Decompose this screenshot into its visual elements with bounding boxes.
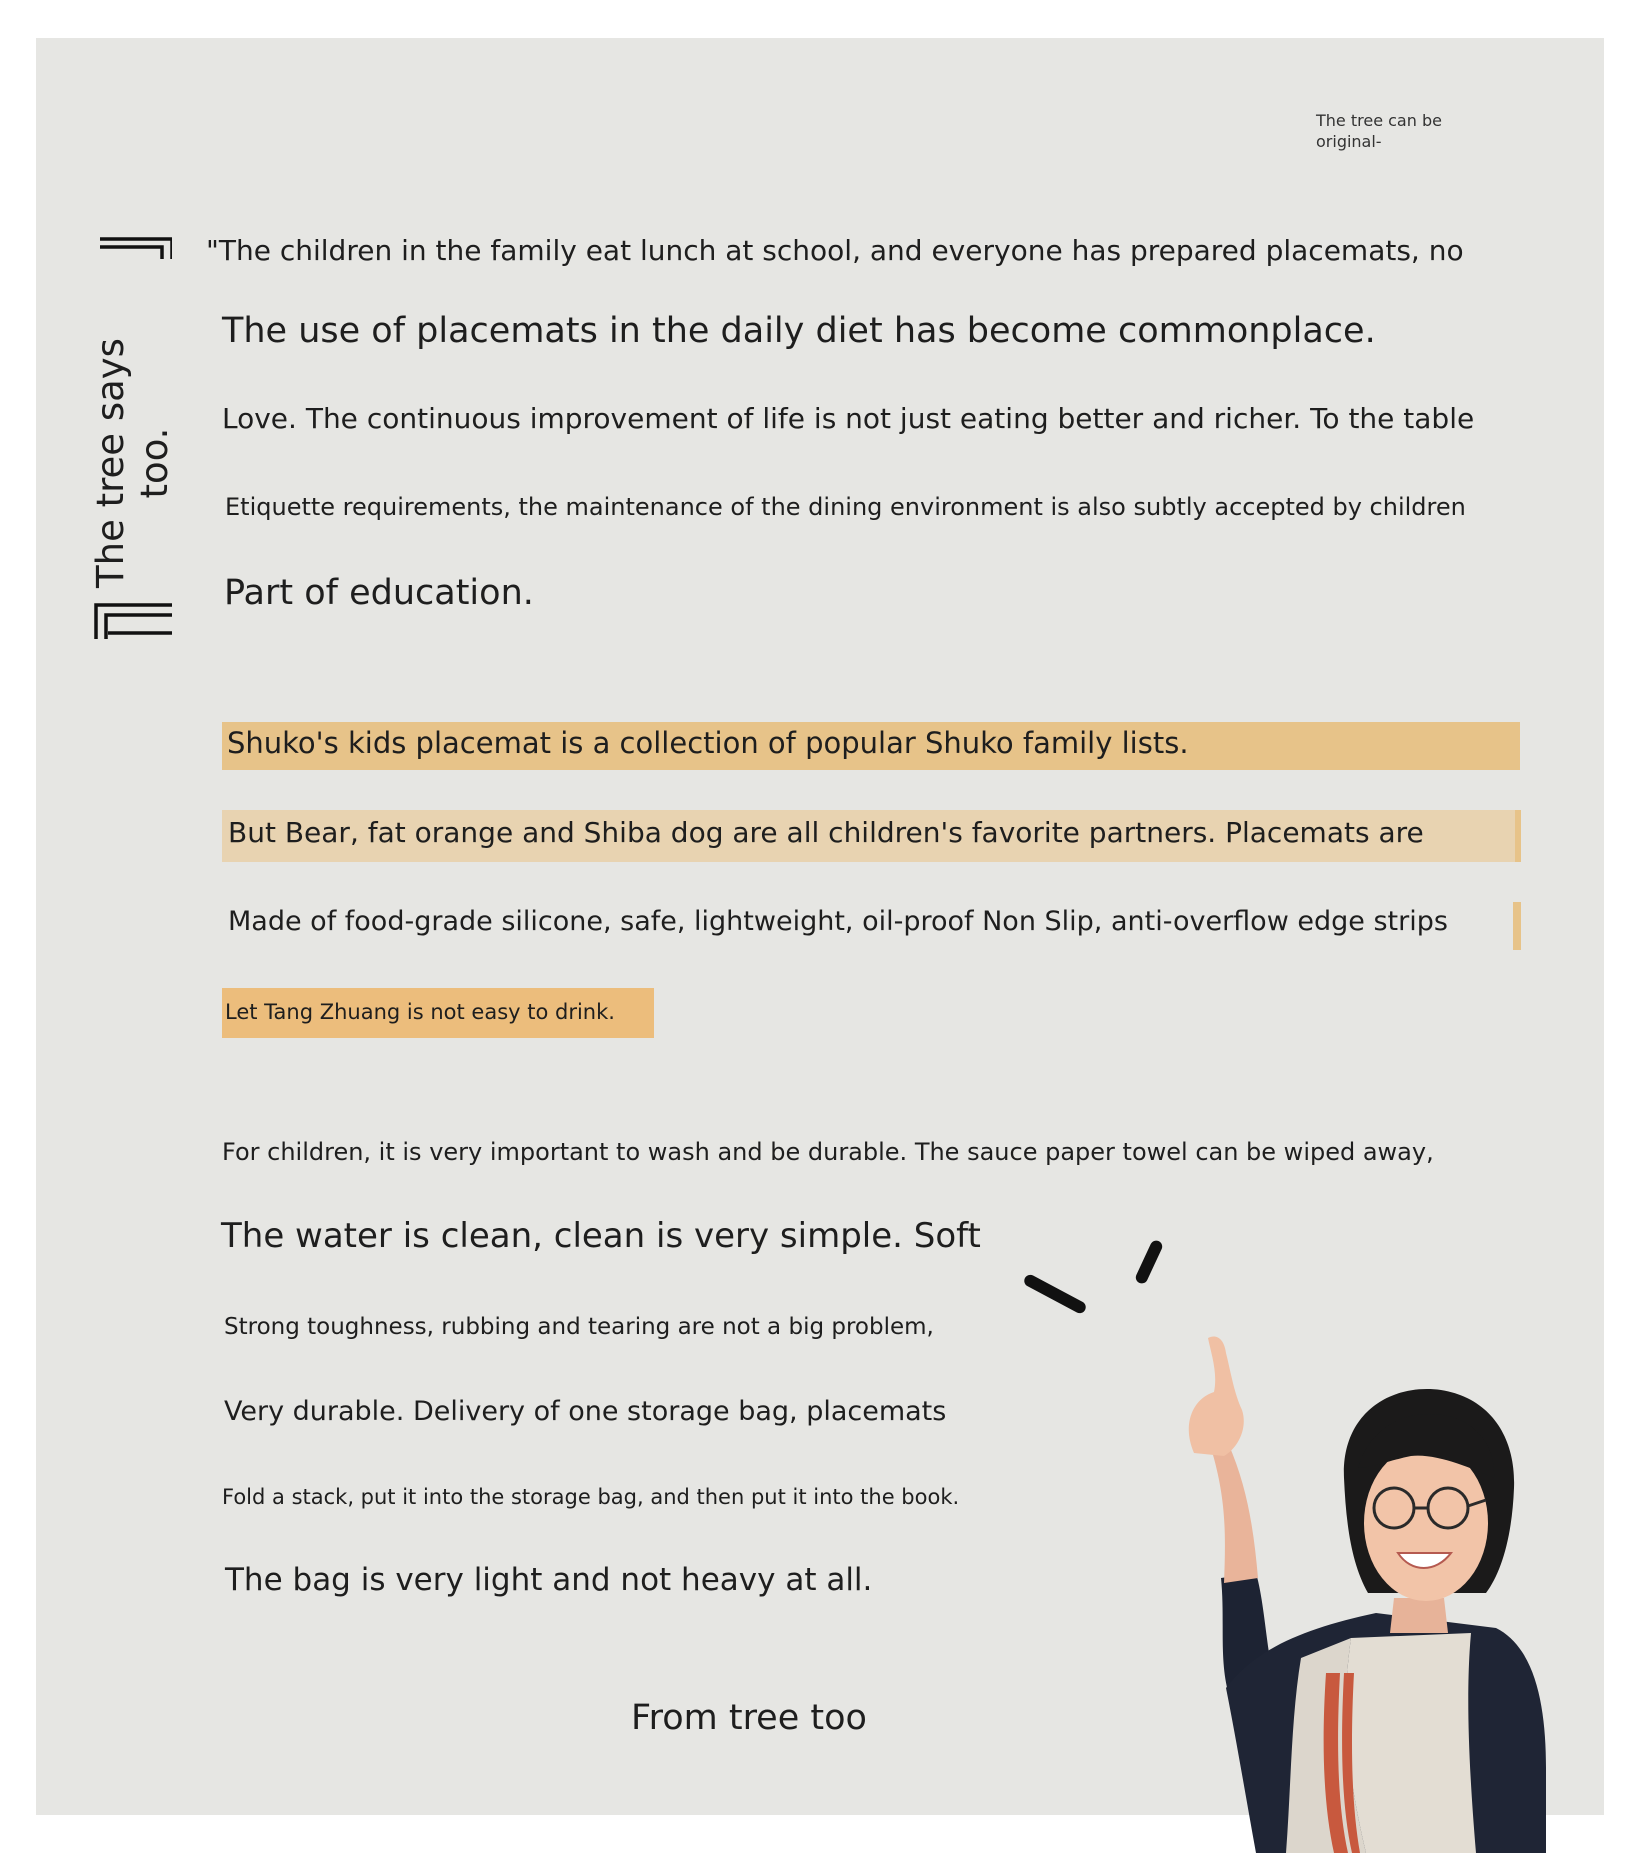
intro-line-3: Love. The continuous improvement of life is not just eating better and richer. To the table xyxy=(222,402,1475,435)
origin-note-line-2: original- xyxy=(1316,132,1382,151)
intro-line-5: Part of education. xyxy=(224,573,534,613)
detail-line-4: Very durable. Delivery of one storage bag, placemats xyxy=(224,1396,947,1427)
bracket-bottom-icon xyxy=(94,603,172,639)
detail-line-6: The bag is very light and not heavy at all. xyxy=(225,1562,873,1598)
intro-line-2: The use of placemats in the daily diet has become commonplace. xyxy=(222,311,1376,351)
origin-note-line-1: The tree can be xyxy=(1316,111,1442,130)
highlight-line-1: Shuko's kids placemat is a collection of popular Shuko family lists. xyxy=(227,726,1189,760)
intro-line-1: "The children in the family eat lunch at school, and everyone has prepared placemats, no xyxy=(206,234,1464,267)
bracket-top-icon xyxy=(100,233,172,259)
highlight-line-4: Let Tang Zhuang is not easy to drink. xyxy=(225,1000,615,1024)
detail-line-2: The water is clean, clean is very simple. Soft xyxy=(221,1216,981,1256)
pointing-person-illustration xyxy=(1076,1328,1556,1853)
highlight-line-3: Made of food-grade silicone, safe, lightweight, oil-proof Non Slip, anti-overflow edge strips xyxy=(228,906,1448,937)
side-label-line-2: too. xyxy=(133,427,176,499)
detail-line-3: Strong toughness, rubbing and tearing are not a big problem, xyxy=(224,1314,934,1340)
signature: From tree too xyxy=(631,1698,867,1738)
content-card xyxy=(36,38,1604,1815)
origin-note xyxy=(1316,110,1442,152)
highlight-bar-3 xyxy=(1513,902,1521,950)
side-label-text xyxy=(89,338,177,588)
detail-line-5: Fold a stack, put it into the storage bag, and then put it into the book. xyxy=(222,1485,960,1509)
detail-line-1: For children, it is very important to wash and be durable. The sauce paper towel can be wiped away, xyxy=(222,1138,1434,1166)
side-label-line-1: The tree says xyxy=(89,338,132,588)
emphasis-mark-right-icon xyxy=(1134,1239,1164,1286)
highlight-line-2: But Bear, fat orange and Shiba dog are all children's favorite partners. Placemats are xyxy=(228,816,1424,849)
intro-line-4: Etiquette requirements, the maintenance of the dining environment is also subtly accepted by children xyxy=(225,493,1466,521)
emphasis-mark-left-icon xyxy=(1022,1273,1088,1316)
